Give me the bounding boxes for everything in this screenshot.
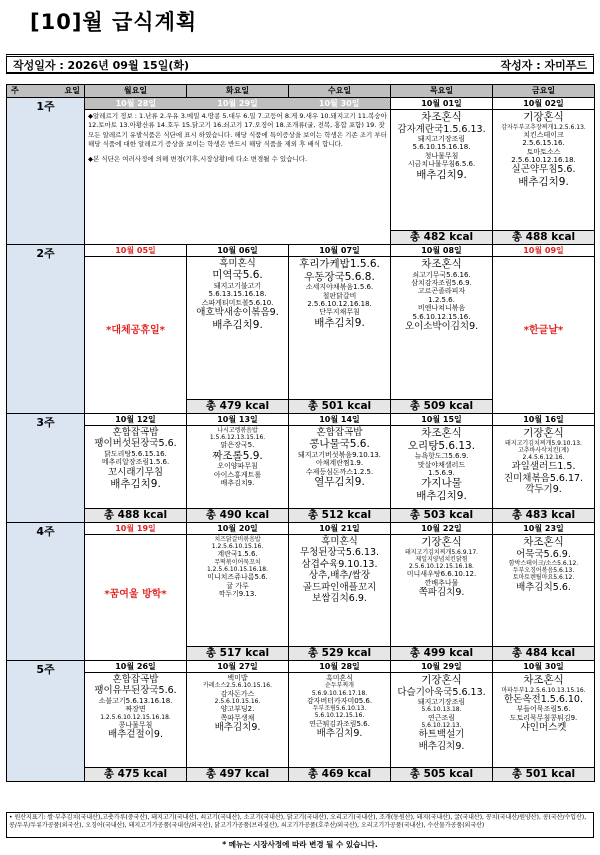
header-tuesday: 화요일 [187, 85, 289, 98]
day-date: 10월 07일 [289, 245, 390, 257]
holiday-label: *대체공휴일* [106, 324, 165, 336]
calorie-total: 총 482 kcal [391, 230, 492, 244]
menu-item: 한돈옥전1.5.6.10. [503, 693, 583, 705]
previous-month-dates [85, 98, 390, 110]
menu-item: 배추김치9. [314, 316, 365, 329]
menu-item: 미니새우탕6.6.10.12. [406, 570, 477, 579]
menu-item: 가지나물 [421, 477, 462, 490]
menu-item: 실곤약무침5.6. [511, 164, 576, 176]
menu-item: 1.2.5.6.10.15.16.18. [206, 565, 269, 573]
menu-item: 귤 가루 [226, 581, 249, 590]
calorie-total: 총 488 kcal [85, 508, 186, 522]
menu-item: 돼지고기김치찌개5.9.10.13. [505, 439, 582, 447]
menu-item: 감자두부고추장찌개1.2.5.6.13. [501, 123, 586, 131]
menu-list [493, 426, 594, 495]
menu-item: 차조혼식 [421, 427, 462, 439]
menu-item: 1.5.6.9. [428, 468, 455, 477]
calorie-total: 총 517 kcal [187, 646, 288, 660]
menu-item: 청나물무침 [424, 151, 459, 160]
calorie-total: 총 497 kcal [187, 767, 288, 781]
menu-item: 후리가케밥1.5.6. [299, 258, 380, 270]
notice-paragraph: ◆본 식단은 여러사정에 의해 변경(기후,시장상황)에 다소 변경될 수 있습니다. [88, 154, 308, 163]
header-friday: 금요일 [493, 85, 595, 98]
menu-item: 카레소스2.5.6.10.15.16. [203, 682, 272, 690]
calorie-total: 총 469 kcal [289, 767, 390, 781]
day-cell [289, 414, 391, 523]
menu-item: 애호박새송이볶음9. [196, 307, 279, 319]
menu-item: 어묵국5.6.9. [516, 548, 571, 560]
menu-item: 5.6.13.15.16.18. [208, 290, 267, 299]
day-date: 10월 23일 [493, 523, 594, 535]
menu-item: 깐배추나물 [424, 578, 459, 587]
menu-item: 제일지양념치킨닭찜 [415, 555, 468, 563]
menu-item: 순두부찌개 [325, 682, 354, 690]
calorie-total: 총 499 kcal [391, 646, 492, 660]
day-cell [391, 98, 493, 245]
day-cell [493, 523, 595, 661]
menu-item: 혼합잡곡밥 [112, 674, 159, 685]
meal-plan-table [6, 84, 595, 782]
menu-item: 짜조롤5.9. [212, 449, 263, 462]
day-cell [85, 661, 187, 782]
menu-list [187, 426, 288, 488]
day-cell [391, 523, 493, 661]
week-row [7, 523, 595, 661]
calorie-total: 총 501 kcal [289, 399, 390, 413]
calorie-total: 총 529 kcal [289, 646, 390, 660]
menu-item: 2.5.6.10.12.16.18. [307, 299, 372, 308]
day-date: 10월 27일 [187, 661, 288, 673]
menu-item: 부들어묵조림5.6. [516, 705, 571, 714]
day-date: 10월 16일 [493, 414, 594, 426]
week-label: 2주 [7, 245, 85, 414]
menu-item: 1.2.5.6. [428, 295, 455, 304]
menu-item: 삼치감자조림5.6.9. [411, 278, 472, 287]
menu-item: 메추리알장조림1.5.6. [101, 458, 170, 467]
day-cell [85, 245, 187, 414]
menu-item: 샤인머스켓 [520, 721, 567, 733]
menu-item: 닭도리탕5.6.15.16. [104, 449, 167, 458]
day-cell [85, 523, 187, 661]
menu-item: 배추김치9. [316, 727, 363, 739]
menu-item: 5.6.10.12.15.16. [412, 312, 471, 321]
day-date: 10월 19일 [85, 523, 186, 535]
menu-list [493, 110, 594, 188]
week-row [7, 245, 595, 414]
menu-item: 차조혼식 [523, 536, 564, 548]
menu-item: 무떡볶이어묵꼬치 [214, 558, 261, 566]
menu-item: 맑은장국5. [220, 441, 255, 450]
menu-item: 팽이버섯된장국5.6. [94, 438, 177, 450]
day-date: 10월 12일 [85, 414, 186, 426]
day-cell [493, 661, 595, 782]
menu-item: 토마토렌틸마요5.6.12. [512, 574, 575, 582]
menu-item: 치킨스테이크 [523, 130, 564, 139]
menu-item: 배추김치9. [416, 168, 467, 181]
menu-item: 오이양파무침 [217, 462, 258, 471]
menu-list [289, 673, 390, 739]
menu-list [493, 535, 594, 593]
menu-item: 2.4.5.6.12.16. [522, 453, 565, 461]
menu-item: 꼬시래기무침 [107, 466, 164, 478]
menu-list [85, 673, 186, 741]
corner-week-label: 주 [11, 86, 19, 95]
menu-item: 짜장면 [125, 705, 146, 714]
menu-item: 수제등심돈까스1.2.5. [305, 467, 374, 476]
menu-list [391, 535, 492, 598]
menu-item: 배추김치9. [518, 175, 569, 188]
calorie-total: 총 484 kcal [493, 646, 594, 660]
day-date: 10월 30일 [288, 98, 390, 110]
menu-item: 연근튀김과조림5.6. [309, 719, 370, 728]
menu-item: 토마토소스 [526, 147, 561, 156]
menu-item: 혼합잡곡밥 [112, 427, 159, 438]
day-date: 10월 14일 [289, 414, 390, 426]
header-monday: 월요일 [85, 85, 187, 98]
menu-list [493, 673, 594, 733]
menu-item: 콩나물무침 [118, 720, 153, 729]
menu-list [85, 426, 186, 491]
menu-item: 쪽파무생채 [220, 713, 255, 722]
menu-item: 2.5.6.10.15.16. [214, 697, 261, 705]
menu-list [187, 535, 288, 598]
menu-list [391, 673, 492, 752]
menu-item: 미역국5.6. [212, 269, 263, 282]
info-bar [6, 54, 594, 74]
menu-item: 오이소박이김치9. [404, 320, 479, 332]
menu-item: 뉴욕핫도그5.6.9. [414, 452, 469, 461]
menu-item: 돼지고기장조림 [417, 697, 466, 706]
menu-item: 배추김치5.6. [516, 581, 571, 593]
menu-list [289, 535, 390, 604]
menu-list [289, 257, 390, 329]
menu-item: 진미채볶음5.6.17. [503, 472, 584, 484]
week-label: 3주 [7, 414, 85, 523]
menu-item: 5.6.10.12.15.16. [314, 712, 365, 720]
menu-item: 1.5.6.12.13.15.16. [209, 434, 266, 442]
menu-item: 계란국1.5.6. [217, 550, 258, 559]
menu-item: 고르곤졸라피자 [417, 287, 466, 296]
menu-list [187, 673, 288, 733]
day-date: 10월 02일 [493, 98, 594, 110]
author: 작성자 : 자미푸드 [500, 58, 587, 72]
menu-item: 상추,배추/쌈장 [308, 570, 371, 582]
created-date: 작성일자 : 2026년 09월 15일(화) [13, 58, 190, 72]
day-cell [391, 245, 493, 414]
menu-item: 삼겹수육9.10.13. [301, 558, 378, 570]
menu-item: 단무지채무침 [319, 308, 360, 317]
menu-item: 보쌈김치6.9. [312, 592, 367, 604]
menu-item: 감자버터카자미05.6. [306, 696, 373, 705]
day-date: 10월 13일 [187, 414, 288, 426]
week-label: 1주 [7, 98, 85, 245]
menu-item: 배추김치9. [220, 479, 255, 488]
page-title: [10]월 급식계획 [30, 10, 198, 34]
menu-item: 배추김치9. [110, 477, 161, 490]
week-label: 4주 [7, 523, 85, 661]
menu-item: 과일샐러드1.5. [511, 461, 576, 473]
menu-item: 기장혼식 [523, 111, 564, 123]
menu-item: 스파게티미트볼5.6.10. [201, 298, 274, 307]
menu-item: 콩나물국5.6. [309, 438, 370, 451]
menu-item: 소불고기5.6.13.16.18. [98, 696, 173, 705]
day-date: 10월 29일 [187, 98, 289, 110]
menu-item: 소세지야채볶음1.5.6. [305, 283, 374, 292]
day-date: 10월 15일 [391, 414, 492, 426]
calorie-total: 총 488 kcal [493, 230, 594, 244]
calorie-total: 총 512 kcal [289, 508, 390, 522]
menu-item: 아이스홍게트롤 [213, 470, 262, 479]
allergy-notice [88, 112, 387, 169]
menu-list [187, 257, 288, 331]
menu-item: 5.6.10.13.18. [421, 706, 462, 714]
origin-info: • 원산지표기: 쌀·부추김치(국내산),고춧가루(중국산), 돼지고기(국내산), 쇠고기(국내산), 소고기(국내산), 닭고기(국내산), 오리고기(국내산), 조개(동원산), 돼지(국내산), 굴(국내산), 꽁치(국내산/원양산), 콩(국산/수입산), 콩/두부/두류가공품(외국산), 오징어(국내산), 돼지고기가공품(국내산/외국산), 닭고기가공품(브라질산), 쇠고기가공품(호주산/외국산), 오리고기가공품(국내산), 수산물가공품(외국산) [6, 812, 594, 838]
notice-paragraph: ◆알레르기 정보 : 1.난류 2.우유 3.메밀 4.땅콩 5.대두 6.밀 7.고등어 8.게 9.새우 10.돼지고기 11.복숭아 12.토마토 13.아황산류 14.호두 15.닭고기 16.쇠고기 17.오징어 18.조개류(굴, 전복, 홍합 포함) 19. 잣 모든 알레르기 유발식품은 식단에 표시 하였습니다. 해당 식품에 특이증상을 보이는 학생은 기존 조기 부터 해당 식품에 대한 알레르기 증상을 보이는 학생은 반드시 해당 식품을 제외 후 배식 합니다. [88, 112, 387, 149]
day-date: 10월 30일 [493, 661, 594, 673]
menu-item: 5.6.10.15.16.18. [412, 143, 471, 152]
menu-item: 차조혼식 [421, 111, 462, 123]
menu-item: 오리탕5.6.13. [407, 439, 476, 452]
day-cell [187, 245, 289, 414]
menu-item: 1.2.5.6.10.15.16. [211, 543, 264, 551]
day-date: 10월 21일 [289, 523, 390, 535]
calorie-total: 총 501 kcal [493, 767, 594, 781]
day-cell [187, 661, 289, 782]
calorie-total: 총 503 kcal [391, 508, 492, 522]
menu-list [391, 257, 492, 332]
menu-item: 배추김치9. [416, 489, 467, 502]
week-row [7, 98, 595, 245]
day-cell [187, 523, 289, 661]
menu-item: 기장혼식 [523, 427, 564, 439]
day-cell [289, 661, 391, 782]
day-date: 10월 28일 [289, 661, 390, 673]
calorie-total: 총 483 kcal [493, 508, 594, 522]
menu-item: 치즈닭갈비볶음밥 [214, 536, 261, 543]
menu-item: 철판닭갈비 [322, 291, 357, 300]
menu-item: 연근조림 [427, 713, 456, 722]
menu-item: 배추김치9. [214, 721, 261, 733]
notice-cell [85, 98, 391, 245]
day-cell [493, 245, 595, 414]
menu-item: 혼합잡곡밥 [316, 427, 363, 438]
menu-list [391, 426, 492, 503]
menu-item: 돼지고기장조림 [417, 134, 466, 143]
day-cell [289, 245, 391, 414]
day-date: 10월 28일 [85, 98, 187, 110]
day-cell [493, 414, 595, 523]
menu-item: 돼지고기김치찌개5.6.9.17. [404, 548, 479, 556]
holiday-label: *한글날* [523, 324, 564, 336]
menu-item: 1.2.5.6.10.12.15.16.18. [100, 713, 171, 721]
menu-item: 무청된장국5.6.13. [299, 547, 380, 559]
menu-item: 도토리묵무침콩튀김9. [509, 713, 578, 722]
menu-item: 열무김치9. [314, 476, 365, 489]
menu-item: 흑미혼식 [321, 536, 358, 547]
menu-item: 나시고렝볶음밥 [217, 427, 258, 434]
menu-item: 두부조림5.6.10.13. [312, 705, 367, 713]
day-cell [391, 661, 493, 782]
day-cell [289, 523, 391, 661]
week-row [7, 414, 595, 523]
header-thursday: 목요일 [391, 85, 493, 98]
calorie-total: 총 490 kcal [187, 508, 288, 522]
menu-item: 감자계란국1.5.6.13. [397, 123, 486, 135]
day-date: 10월 20일 [187, 523, 288, 535]
menu-item: 돼지고기버섯볶음9.10.13. [297, 450, 382, 459]
menu-item: 2.5.6.15.16. [522, 139, 565, 148]
menu-item: 흑미혼식 [219, 258, 256, 269]
menu-item: 흑미혼식 [325, 674, 354, 682]
day-date: 10월 29일 [391, 661, 492, 673]
menu-item: 우동장국5.6.8. [304, 270, 375, 283]
menu-item: 2.5.6.10.12.16.18. [511, 155, 576, 164]
header-wednesday: 수요일 [289, 85, 391, 98]
menu-item: 쇠고기무국5.6.16. [412, 270, 471, 279]
menu-item: 맛살야채샐러드 [417, 460, 466, 469]
day-cell [391, 414, 493, 523]
menu-item: 2.5.6.10.12.15.16.18. [409, 562, 474, 570]
day-date: 10월 06일 [187, 245, 288, 257]
day-cell [493, 98, 595, 245]
menu-item: 고추바사삭치킨(게) [517, 446, 570, 454]
corner-day-label: 요일 [64, 86, 80, 95]
menu-item: 기장혼식 [421, 536, 462, 548]
menu-item: 5.6.9.10.16.17.18. [311, 689, 368, 697]
holiday-label: *꿈여울 방학* [104, 588, 167, 600]
menu-list [289, 426, 390, 489]
calorie-total: 총 475 kcal [85, 767, 186, 781]
menu-item: 쪽파김치9. [418, 586, 465, 598]
week-row [7, 661, 595, 782]
menu-item: 5.6.10.12.13. [421, 721, 462, 729]
menu-item: 깍두기9. [525, 483, 562, 495]
menu-item: 차조혼식 [421, 258, 462, 270]
calorie-total: 총 509 kcal [391, 399, 492, 413]
week-label: 5주 [7, 661, 85, 782]
header-corner [7, 85, 85, 98]
menu-item: 감자돈가스 [220, 689, 255, 698]
day-cell [85, 414, 187, 523]
menu-item: 미니치즈쥬나름5.6. [207, 573, 268, 582]
day-date: 10월 26일 [85, 661, 186, 673]
menu-item: 골드파인애플꼬지 [302, 581, 377, 593]
menu-item: 두부오징어볶음5.6.13. [512, 567, 575, 575]
menu-list [391, 110, 492, 181]
menu-item: 배추김치9. [418, 740, 465, 752]
menu-item: 기장혼식 [421, 674, 462, 686]
day-date: 10월 22일 [391, 523, 492, 535]
footnote: * 메뉴는 시장사정에 따라 변경 될 수 있습니다. [222, 840, 378, 849]
menu-item: 배추김치9. [212, 318, 263, 331]
day-date: 10월 05일 [85, 245, 186, 257]
calorie-total: 총 505 kcal [391, 767, 492, 781]
menu-item: 아채계란찜1.9. [315, 459, 364, 468]
menu-item: 시금치나물무침6.5.6. [407, 160, 476, 169]
menu-item: 마파두부1.2.5.6.10.13.15.16. [501, 686, 586, 694]
menu-item: 양고부딩2. [220, 705, 255, 714]
menu-item: 함박스테이크/소스5.6.12. [508, 559, 579, 567]
menu-item: 비엔나쳐니볶음 [417, 304, 466, 313]
day-date: 10월 08일 [391, 245, 492, 257]
menu-item: 다슬기아욱국5.6.13. [397, 686, 486, 698]
day-cell [187, 414, 289, 523]
calorie-total: 총 479 kcal [187, 399, 288, 413]
menu-item: 깍두기9.13. [218, 589, 257, 598]
menu-item: 배추겉절이9. [108, 729, 163, 741]
day-date: 10월 09일 [493, 245, 594, 257]
menu-item: 팽이유부된장국5.6. [94, 685, 177, 697]
menu-item: 백미밥 [227, 674, 248, 682]
menu-item: 돼지고기불고기 [213, 281, 262, 290]
day-date: 10월 01일 [391, 98, 492, 110]
menu-item: 차조혼식 [523, 674, 564, 686]
menu-item: 하트백설기 [418, 729, 465, 741]
